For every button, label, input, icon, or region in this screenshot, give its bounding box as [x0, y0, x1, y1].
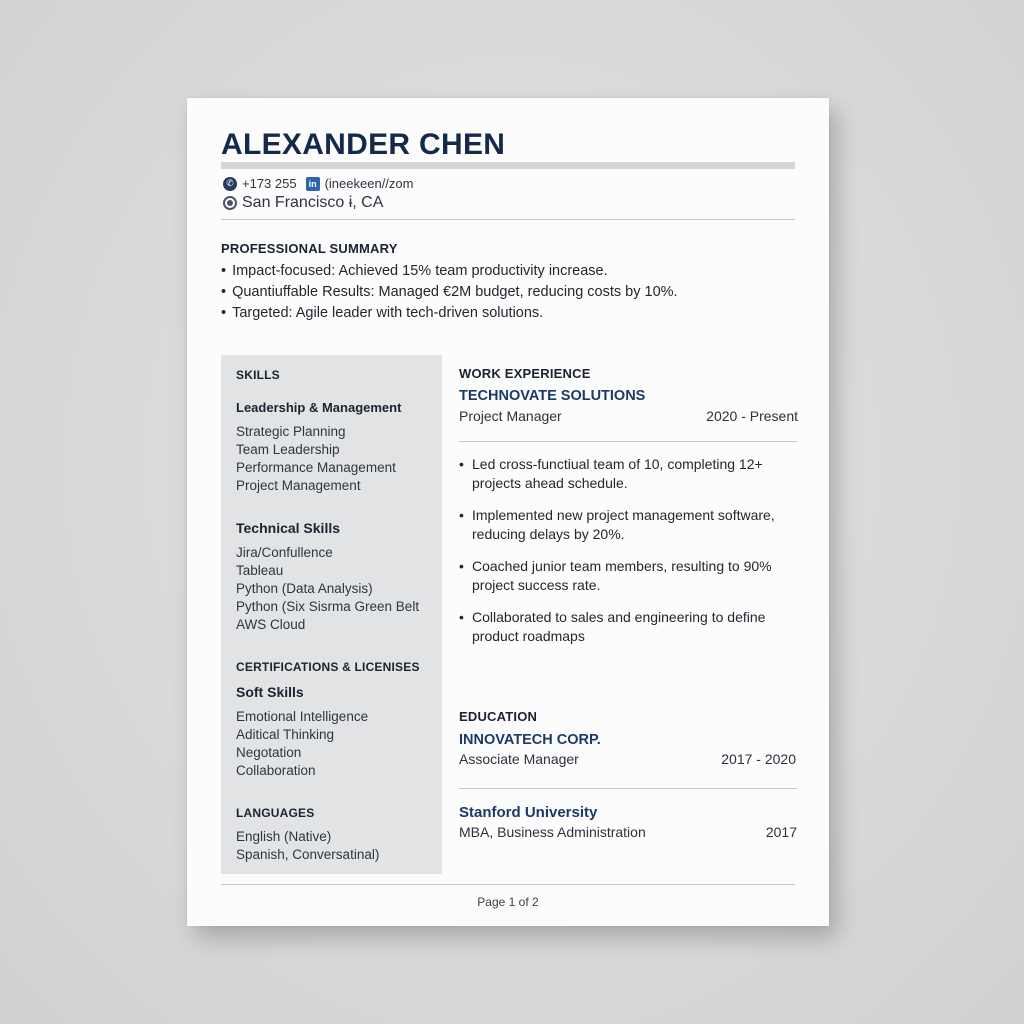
job-dates: 2020 - Present [706, 408, 798, 424]
skill-item: Tableau [236, 563, 284, 578]
summary-bullet: • Impact-focused: Achieved 15% team productivity increase. [221, 261, 678, 282]
work-bullet: • Led cross-functiual team of 10, completing 12+ projects ahead schedule. [459, 455, 799, 493]
skill-item: AWS Cloud [236, 617, 306, 632]
education-detail: MBA, Business Administration [459, 824, 646, 840]
phone-icon: ✆ [223, 177, 237, 191]
soft-skills-subheading: Soft Skills [236, 684, 304, 700]
skill-item: Negotation [236, 745, 302, 760]
leadership-subheading: Leadership & Management [236, 400, 402, 415]
skill-item: Project Management [236, 478, 361, 493]
skill-item: Collaboration [236, 763, 316, 778]
skill-item: Jira/Confullence [236, 545, 333, 560]
languages-list [236, 828, 379, 864]
skills-heading: SKILLS [236, 368, 280, 382]
summary-bullet: • Targeted: Agile leader with tech-driven solutions. [221, 303, 678, 324]
skills-sidebar [221, 355, 442, 874]
work-bullet-list [459, 455, 799, 659]
skill-item: Strategic Planning [236, 424, 346, 439]
summary-list [221, 261, 678, 324]
work-bullet: • Collaborated to sales and engineering to define product roadmaps [459, 608, 799, 646]
soft-skill-list [236, 708, 368, 780]
phone-number: +173 255 [242, 176, 297, 191]
certifications-heading: CERTIFICATIONS & LICENISES [236, 660, 420, 674]
leadership-skill-list [236, 423, 396, 495]
education-heading: EDUCATION [459, 709, 538, 724]
location-icon [223, 196, 237, 210]
skill-item: Team Leadership [236, 442, 340, 457]
linkedin-link[interactable]: (ineekeen//zom [324, 176, 414, 191]
contact-row-phone-linkedin [223, 176, 413, 191]
work-experience-heading: WORK EXPERIENCE [459, 366, 591, 381]
footer-divider [221, 884, 795, 885]
page-number: Page 1 of 2 [477, 895, 539, 909]
education-dates: 2017 - 2020 [721, 751, 796, 767]
education-detail: Associate Manager [459, 751, 579, 767]
name-underline-bar [221, 162, 795, 169]
work-bullet: • Implemented new project management software, reducing delays by 20%. [459, 506, 799, 544]
work-bullet: • Coached junior team members, resulting to 90% project success rate. [459, 557, 799, 595]
contact-row-location [223, 194, 383, 212]
skill-item: Python (Data Analysis) [236, 581, 373, 596]
resume-page [187, 98, 829, 926]
header-divider [221, 219, 795, 220]
job-title: Project Manager [459, 408, 562, 424]
summary-bullet: • Quantiuffable Results: Managed €2M budget, reducing costs by 10%. [221, 282, 678, 303]
linkedin-icon: in [306, 177, 320, 191]
education-dates: 2017 [765, 824, 797, 840]
skill-item: Performance Management [236, 460, 396, 475]
skill-item: Aditical Thinking [236, 727, 335, 742]
education-divider [459, 788, 797, 789]
experience-divider [459, 441, 797, 442]
location-text: San Francisco ɨ, CA [242, 194, 384, 211]
summary-heading: PROFESSIONAL SUMMARY [221, 241, 398, 256]
skill-item: Python (Six Sisrma Green Belt [236, 599, 420, 614]
candidate-name: ALEXANDER CHEN [221, 128, 506, 161]
company-name: TECHNOVATE SOLUTIONS [459, 388, 646, 404]
skill-item: Emotional Intelligence [236, 709, 369, 724]
education-institution: Stanford University [459, 804, 598, 821]
education-institution: INNOVATECH CORP. [459, 732, 601, 748]
technical-skill-list [236, 544, 419, 634]
technical-subheading: Technical Skills [236, 520, 341, 536]
languages-heading: LANGUAGES [236, 806, 315, 820]
language-item: Spanish, Conversatinal) [236, 847, 380, 862]
language-item: English (Native) [236, 829, 332, 844]
